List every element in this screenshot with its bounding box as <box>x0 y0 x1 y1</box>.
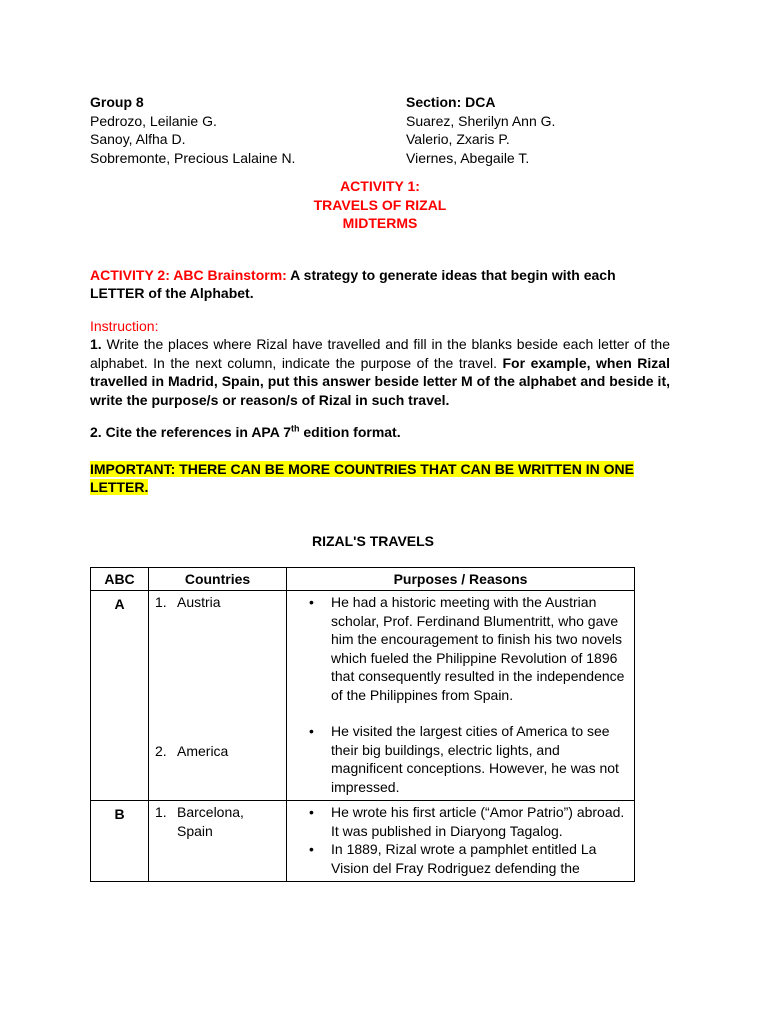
member-name: Pedrozo, Leilanie G. <box>90 112 217 129</box>
bullet-icon: • <box>309 723 314 739</box>
country-name: America <box>177 742 229 759</box>
countries-cell <box>149 801 287 882</box>
countries-cell <box>149 591 287 801</box>
row-letter: A <box>91 591 149 801</box>
purpose-text: He visited the largest cities of America to see their big buildings, electric lights, and magnificent conceptions. However, he was not impressed. <box>331 723 619 795</box>
purpose-bullet <box>301 593 626 704</box>
purpose-bullet <box>301 803 626 840</box>
purpose-bullet <box>301 840 626 877</box>
activity2-text: A strategy to generate ideas that begin with each LETTER of the Alphabet. <box>90 266 616 301</box>
table-row <box>91 801 635 882</box>
instruction-item-2-sup: th <box>291 423 300 434</box>
group-header <box>90 93 670 167</box>
activity2-paragraph <box>90 266 670 303</box>
member-name: Viernes, Abegaile T. <box>406 149 530 166</box>
group-label: Group 8 <box>90 94 144 110</box>
travels-table <box>90 567 635 882</box>
header-countries: Countries <box>149 568 287 591</box>
purpose-text: He had a historic meeting with the Austrian scholar, Prof. Ferdinand Blumentritt, who gave him the encouragement to finish his two novels which fueled the Philippine Revolution of 1896 that consequently resulted in the independence of the Philippines from Spain. <box>331 594 625 703</box>
table-header-row <box>91 568 635 591</box>
member-name: Valerio, Zxaris P. <box>406 131 510 147</box>
document-page <box>90 93 670 882</box>
purpose-text: In 1889, Rizal wrote a pamphlet entitled La Vision del Fray Rodriguez defending the <box>331 841 597 876</box>
member-name: Suarez, Sherilyn Ann G. <box>406 112 556 129</box>
purpose-bullet <box>301 722 626 796</box>
instruction-item-1-example: For example, when Rizal travelled in Madrid, Spain, put this answer beside letter M of the alphabet and beside it, write the purpose/s or reason/s of Rizal in such travel. <box>90 354 670 408</box>
header-purposes: Purposes / Reasons <box>287 568 635 591</box>
table-title: RIZAL'S TRAVELS <box>311 532 435 549</box>
instruction-item-2 <box>90 423 670 442</box>
header-left-column <box>90 93 406 167</box>
country-entry <box>155 742 282 761</box>
spacer <box>301 704 626 722</box>
member-name: Sobremonte, Precious Lalaine N. <box>90 149 296 166</box>
bullet-icon: • <box>309 841 314 857</box>
table-row <box>91 591 635 801</box>
country-name: Barcelona, Spain <box>177 804 244 839</box>
instruction-item-1 <box>90 335 670 409</box>
country-entry <box>155 803 282 840</box>
bullet-icon: • <box>309 804 314 820</box>
country-number: 2. <box>155 742 167 759</box>
important-note <box>90 460 670 497</box>
purpose-text: He wrote his first article (“Amor Patrio”) abroad. It was published in Diaryong Tagalog. <box>331 804 625 839</box>
instruction-item-2-tail: edition format. <box>299 424 401 440</box>
country-number: 1. <box>155 804 167 820</box>
important-text: IMPORTANT: THERE CAN BE MORE COUNTRIES THAT CAN BE WRITTEN IN ONE LETTER. <box>90 460 634 495</box>
activity1-line: TRAVELS OF RIZAL <box>313 196 447 213</box>
instruction-item-2-text: 2. Cite the references in APA 7 <box>90 424 291 440</box>
purposes-cell <box>287 591 635 801</box>
instruction-label: Instruction: <box>90 317 159 334</box>
activity1-line: ACTIVITY 1: <box>340 178 420 194</box>
country-name: Austria <box>177 594 221 610</box>
country-number: 1. <box>155 594 167 610</box>
country-entry <box>155 593 282 612</box>
activity1-line: MIDTERMS <box>342 215 418 231</box>
instruction-item-1-number: 1. <box>90 336 102 352</box>
activity1-heading <box>90 177 670 233</box>
spacer <box>155 612 282 742</box>
purposes-cell <box>287 801 635 882</box>
row-letter: B <box>91 801 149 882</box>
bullet-icon: • <box>309 594 314 610</box>
header-abc: ABC <box>91 568 149 591</box>
member-name: Sanoy, Alfha D. <box>90 131 186 147</box>
section-label: Section: DCA <box>406 94 496 110</box>
activity2-label: ACTIVITY 2: ABC Brainstorm: <box>90 266 287 283</box>
header-right-column <box>406 93 670 167</box>
instruction-item-1-text: Write the places where Rizal have travelled and fill in the blanks beside each letter of the alphabet. In the next column, indicate the purpose of the travel. <box>90 336 670 371</box>
